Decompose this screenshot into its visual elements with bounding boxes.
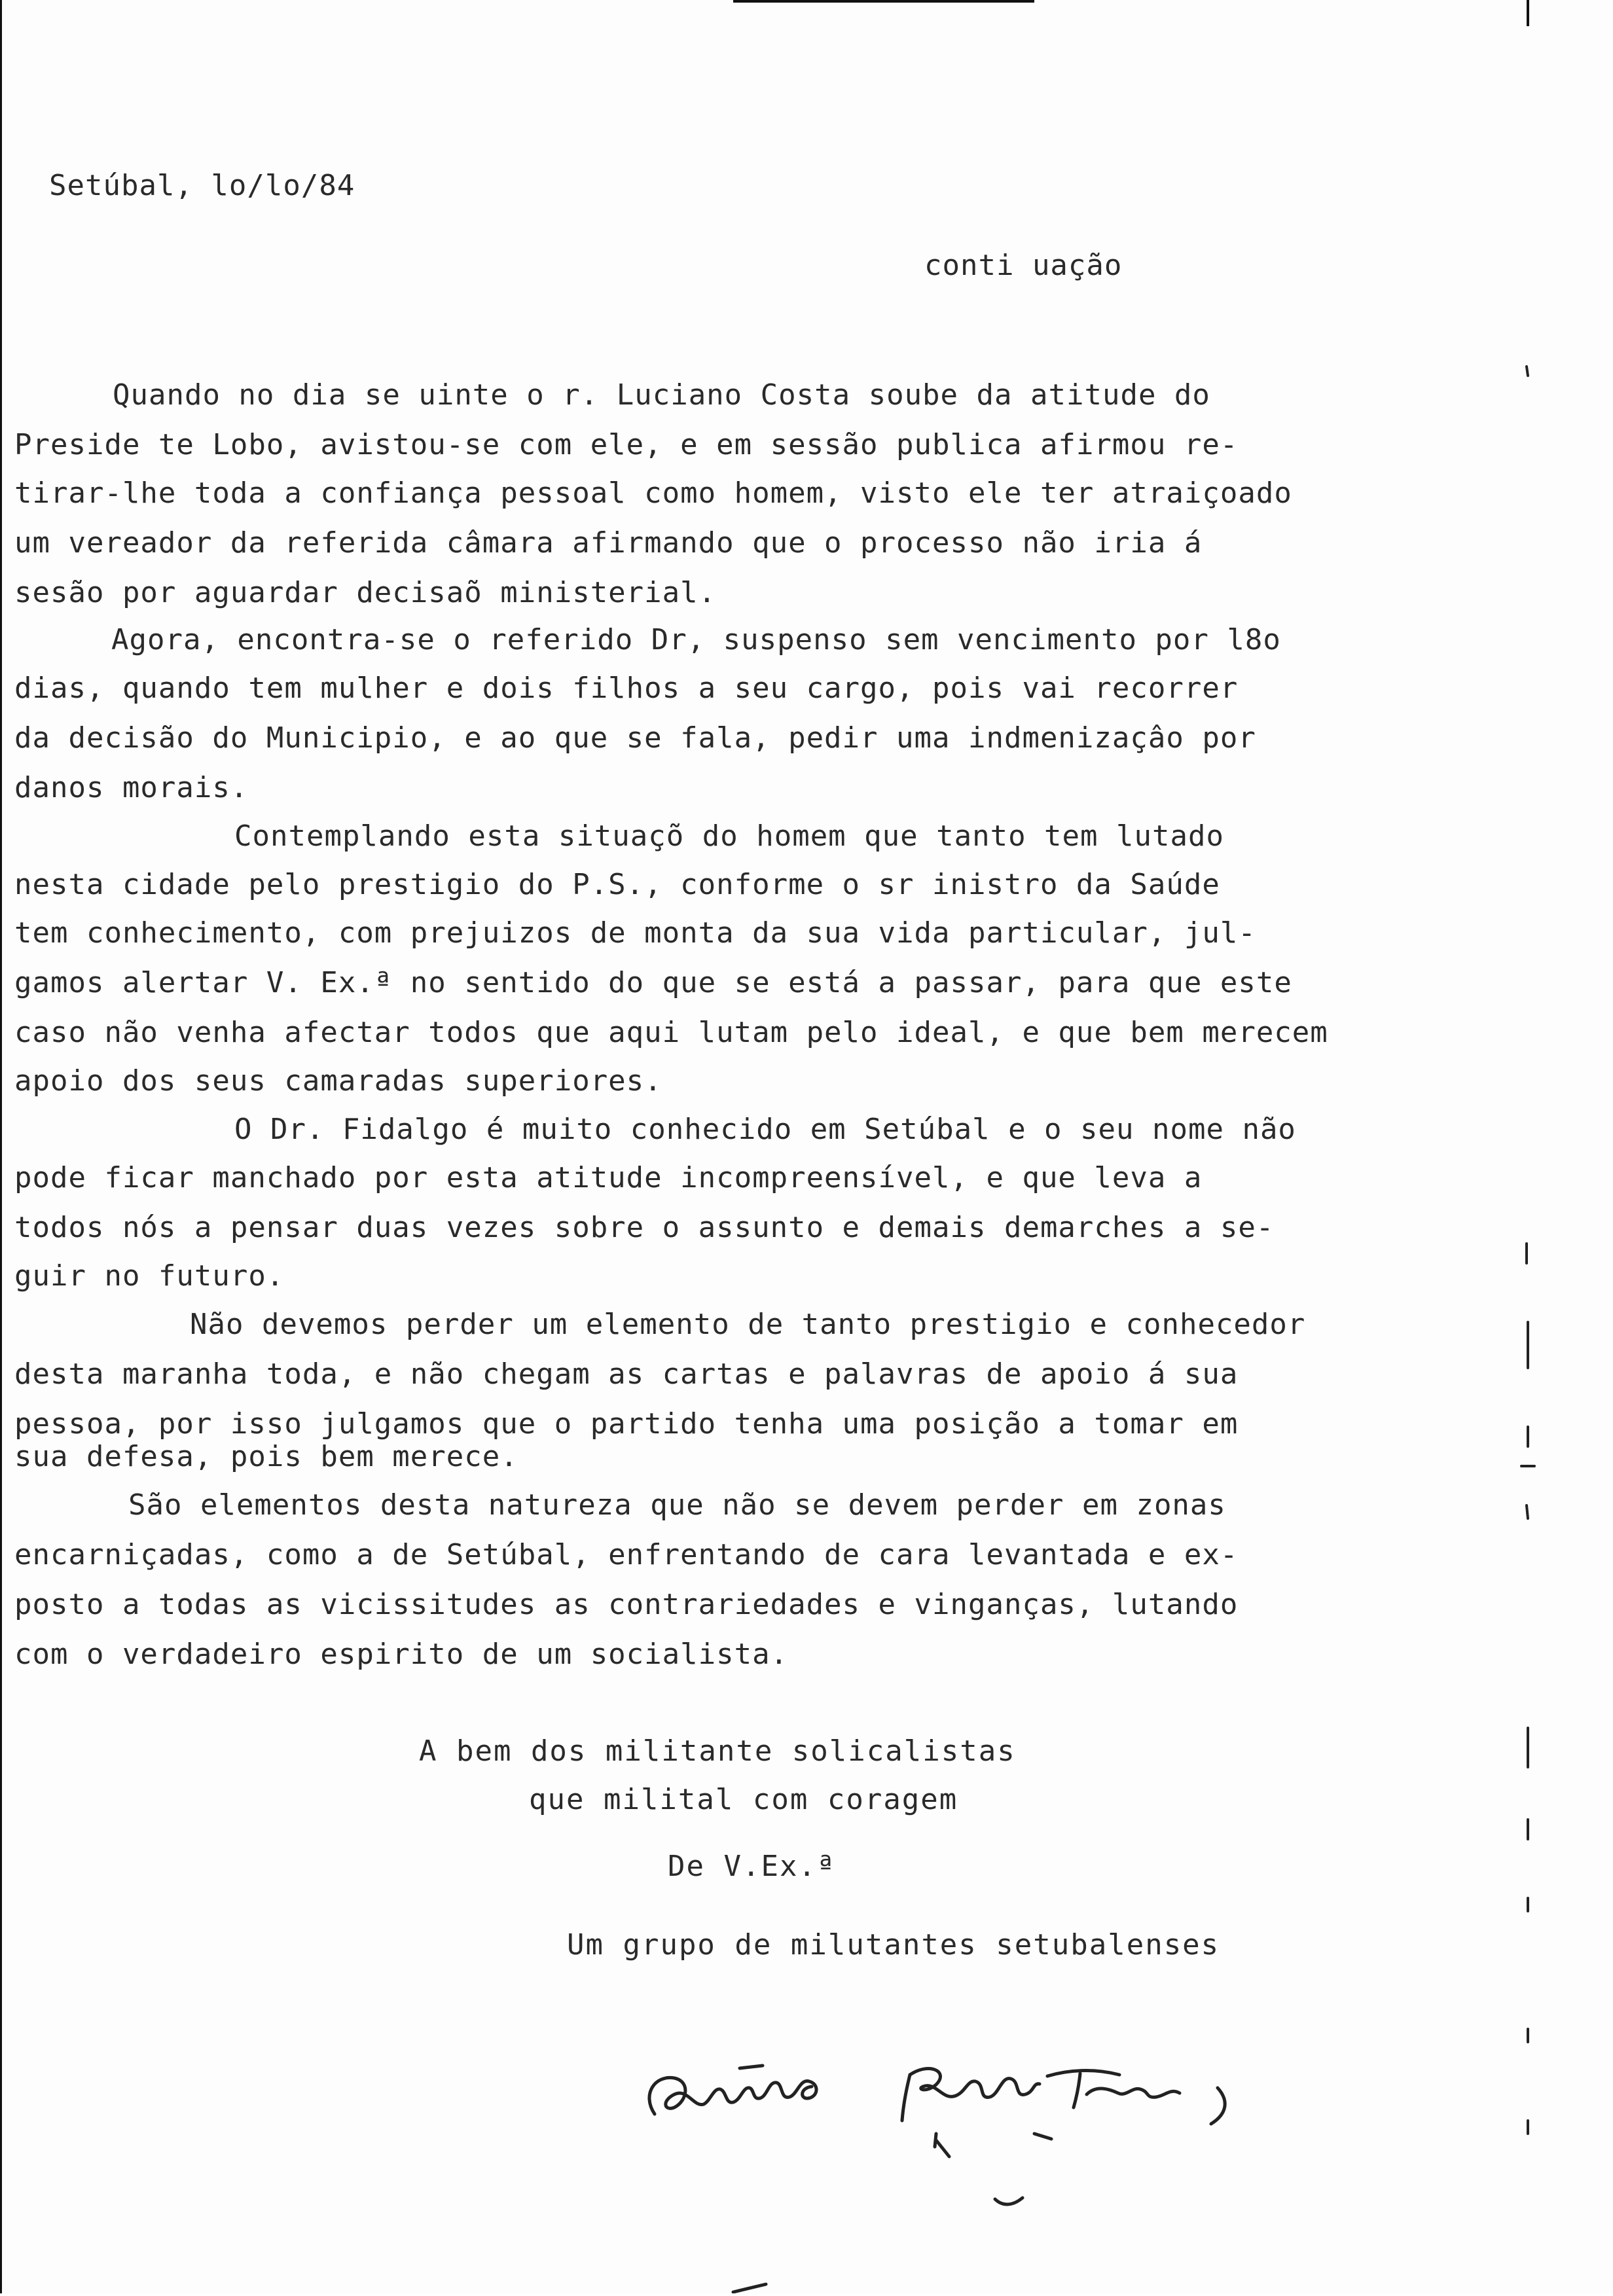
body-line: gamos alertar V. Ex.ª no sentido do que se está a passar, para que este [14, 966, 1292, 999]
body-line: Preside te Lobo, avistou-se com ele, e em sessão publica afirmou re- [14, 428, 1239, 461]
right-margin-marks [1512, 353, 1538, 2251]
right-margin-marks-svg [1512, 353, 1538, 2251]
body-line: encarniçadas, como a de Setúbal, enfrentando de cara levantada e ex- [14, 1538, 1239, 1571]
closing-line: A bem dos militante solicalistas [419, 1734, 1016, 1768]
body-line: desta maranha toda, e não chegam as cartas e palavras de apoio á sua [14, 1357, 1239, 1391]
body-line: Quando no dia se uinte o r. Luciano Costa soube da atitude do [113, 378, 1210, 412]
body-line: todos nós a pensar duas vezes sobre o assunto e demais demarches a se- [14, 1211, 1275, 1244]
signature-scribble [628, 2016, 1257, 2160]
top-right-mark [1527, 0, 1529, 26]
body-line: tem conhecimento, com prejuizos de monta da sua vida particular, jul- [14, 916, 1256, 950]
body-line: pessoa, por isso julgamos que o partido tenha uma posição a tomar em [14, 1407, 1239, 1441]
body-line: guir no futuro. [14, 1259, 285, 1293]
body-line: Agora, encontra-se o referido Dr, suspenso sem vencimento por l8o [111, 623, 1281, 656]
body-line: apoio dos seus camaradas superiores. [14, 1064, 662, 1098]
body-line: posto a todas as vicissitudes as contrariedades e vinganças, lutando [14, 1588, 1239, 1621]
closing-line: que milital com coragem [529, 1783, 958, 1816]
body-line: O Dr. Fidalgo é muito conhecido em Setúbal e o seu nome não [234, 1113, 1296, 1146]
body-line: sua defesa, pois bem merece. [14, 1440, 518, 1473]
body-line: pode ficar manchado por esta atitude incompreensível, e que leva a [14, 1161, 1203, 1194]
body-line: dias, quando tem mulher e dois filhos a seu cargo, pois vai recorrer [14, 672, 1239, 705]
body-line: São elementos desta natureza que não se devem perder em zonas [128, 1488, 1226, 1522]
body-line: sesão por aguardar decisaõ ministerial. [14, 576, 717, 609]
body-line: nesta cidade pelo prestigio do P.S., conforme o sr inistro da Saúde [14, 868, 1220, 901]
body-line: com o verdadeiro espirito de um socialista. [14, 1638, 789, 1671]
top-scan-edge [733, 0, 1034, 3]
closing-line: Um grupo de milutantes setubalenses [567, 1928, 1220, 1962]
body-line: um vereador da referida câmara afirmando que o processo não iria á [14, 526, 1203, 560]
signature [628, 2016, 1257, 2160]
body-line: Não devemos perder um elemento de tanto prestigio e conhecedor [190, 1308, 1306, 1341]
body-line: caso não venha afectar todos que aqui lutam pelo ideal, e que bem merecem [14, 1016, 1328, 1049]
place-date: Setúbal, lo/lo/84 [49, 169, 355, 202]
left-scan-edge [0, 0, 2, 2293]
body-line: danos morais. [14, 771, 249, 804]
body-line: Contemplando esta situaçõ do homem que tanto tem lutado [234, 819, 1224, 853]
closing-line: De V.Ex.ª [668, 1850, 836, 1883]
continuation-label: conti uação [924, 249, 1123, 282]
body-line: tirar-lhe toda a confiança pessoal como homem, visto ele ter atraiçoado [14, 476, 1292, 510]
bottom-marks [720, 2179, 1047, 2293]
body-line: da decisão do Municipio, e ao que se fala, pedir uma indmenizaçâo por [14, 721, 1256, 755]
bottom-marks-svg [720, 2179, 1047, 2293]
